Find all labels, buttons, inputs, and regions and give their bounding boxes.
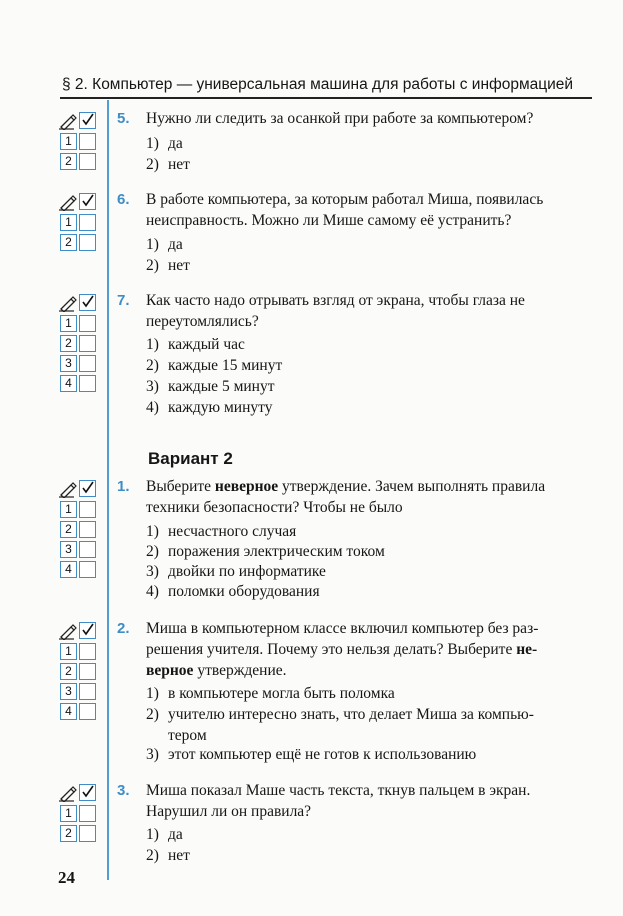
- emphasis-word: верное: [146, 662, 194, 679]
- option-text-continued: тером: [168, 727, 207, 744]
- page-header: § 2. Компьютер — универсальная машина для работы с информацией: [62, 76, 574, 93]
- option-text: двойки по информатике: [168, 563, 326, 580]
- answer-box-1[interactable]: 1: [60, 643, 77, 660]
- option-text: да: [168, 826, 183, 843]
- question-text-line: техники безопасности? Чтобы не было: [146, 499, 403, 516]
- option-number: 3): [146, 746, 159, 763]
- pencil-icon: [58, 784, 78, 802]
- text-fragment: утверждение.: [193, 662, 287, 679]
- check-box[interactable]: [79, 294, 96, 311]
- answer-option: [146, 561, 591, 582]
- answer-option: [146, 376, 591, 397]
- option-number: 2): [146, 357, 159, 374]
- option-number: 3): [146, 378, 159, 395]
- answer-option: [146, 154, 591, 175]
- answer-option: [146, 255, 591, 276]
- answer-input-box[interactable]: [79, 234, 96, 251]
- answer-option: [146, 744, 591, 765]
- answer-option: [146, 541, 591, 562]
- answer-box-4[interactable]: 4: [60, 375, 77, 392]
- check-box[interactable]: [79, 480, 96, 497]
- answer-box-2[interactable]: 2: [60, 521, 77, 538]
- option-number: 2): [146, 706, 159, 723]
- answer-box-2[interactable]: 2: [60, 335, 77, 352]
- pencil-icon: [58, 480, 78, 498]
- question-text-line: Миша показал Маше часть текста, ткнув пальцем в экран.: [146, 782, 531, 799]
- answer-input-box[interactable]: [79, 561, 96, 578]
- emphasis-word: не-: [516, 641, 538, 658]
- question-text-line: [146, 476, 591, 497]
- option-text: поражения электрическим током: [168, 543, 385, 560]
- checkmark-icon: [81, 623, 95, 637]
- answer-input-box[interactable]: [79, 541, 96, 558]
- pencil-icon: [58, 294, 78, 312]
- question-number: 3.: [117, 782, 130, 799]
- variant-heading: Вариант 2: [148, 449, 233, 468]
- question-number: 1.: [117, 478, 130, 495]
- checkmark-icon: [81, 481, 95, 495]
- option-number: 1): [146, 336, 159, 353]
- question-text-line: [146, 639, 591, 660]
- checkmark-icon: [81, 295, 95, 309]
- answer-input-box[interactable]: [79, 663, 96, 680]
- answer-box-1[interactable]: 1: [60, 315, 77, 332]
- option-text: учителю интересно знать, что делает Миша за компью-: [168, 706, 534, 723]
- answer-box-1[interactable]: 1: [60, 214, 77, 231]
- question-number: 2.: [117, 620, 130, 637]
- question-text-line: переутомлялись?: [146, 313, 259, 330]
- option-text: да: [168, 135, 183, 152]
- answer-input-box[interactable]: [79, 805, 96, 822]
- option-text: каждый час: [168, 336, 245, 353]
- answer-option: [146, 581, 591, 602]
- answer-input-box[interactable]: [79, 335, 96, 352]
- option-text: каждую минуту: [168, 399, 273, 416]
- pencil-icon: [58, 622, 78, 640]
- answer-option: [146, 234, 591, 255]
- checkmark-icon: [81, 194, 95, 208]
- answer-option: [146, 334, 591, 355]
- question-text-line: В работе компьютера, за которым работал Миша, появилась: [146, 191, 544, 208]
- check-box[interactable]: [79, 193, 96, 210]
- answer-input-box[interactable]: [79, 355, 96, 372]
- option-number: 1): [146, 135, 159, 152]
- answer-input-box[interactable]: [79, 315, 96, 332]
- answer-input-box[interactable]: [79, 214, 96, 231]
- option-text: каждые 15 минут: [168, 357, 283, 374]
- answer-input-box[interactable]: [79, 521, 96, 538]
- option-text: этот компьютер ещё не готов к использованию: [168, 746, 477, 763]
- answer-box-1[interactable]: 1: [60, 805, 77, 822]
- answer-box-4[interactable]: 4: [60, 561, 77, 578]
- option-text: несчастного случая: [168, 523, 297, 540]
- check-box[interactable]: [79, 784, 96, 801]
- answer-option: [146, 521, 591, 542]
- answer-option: [146, 824, 591, 845]
- pencil-icon: [58, 193, 78, 211]
- option-number: 2): [146, 543, 159, 560]
- margin-divider: [107, 100, 109, 880]
- answer-box-3[interactable]: 3: [60, 355, 77, 372]
- question-text: Нужно ли следить за осанкой при работе за компьютером?: [146, 110, 534, 127]
- text-fragment: утверждение. Зачем выполнять правила: [278, 478, 546, 495]
- answer-box-2[interactable]: 2: [60, 825, 77, 842]
- option-number: 1): [146, 236, 159, 253]
- option-number: 1): [146, 523, 159, 540]
- answer-box-4[interactable]: 4: [60, 703, 77, 720]
- header-rule: [60, 97, 592, 99]
- checkmark-icon: [81, 113, 95, 127]
- question-text-line: Нарушил ли он правила?: [146, 803, 312, 820]
- answer-box-2[interactable]: 2: [60, 153, 77, 170]
- check-box[interactable]: [79, 112, 96, 129]
- answer-input-box[interactable]: [79, 133, 96, 150]
- option-number: 4): [146, 399, 159, 416]
- option-text: да: [168, 236, 183, 253]
- option-text: нет: [168, 257, 190, 274]
- question-text-line: Миша в компьютерном классе включил компьютер без раз-: [146, 620, 539, 637]
- answer-input-box[interactable]: [79, 643, 96, 660]
- answer-input-box[interactable]: [79, 501, 96, 518]
- answer-option: [146, 704, 591, 746]
- question-text-line: [146, 660, 591, 681]
- pencil-icon: [58, 112, 78, 130]
- option-number: 1): [146, 685, 159, 702]
- answer-input-box[interactable]: [79, 825, 96, 842]
- question-text-line: неисправность. Можно ли Мише самому её устранить?: [146, 212, 512, 229]
- option-number: 3): [146, 563, 159, 580]
- answer-input-box[interactable]: [79, 703, 96, 720]
- question-number: 5.: [117, 110, 130, 127]
- checkmark-icon: [81, 785, 95, 799]
- question-number: 6.: [117, 191, 130, 208]
- answer-input-box[interactable]: [79, 375, 96, 392]
- answer-box-3[interactable]: 3: [60, 683, 77, 700]
- option-number: 4): [146, 583, 159, 600]
- option-number: 2): [146, 847, 159, 864]
- option-number: 1): [146, 826, 159, 843]
- option-text: нет: [168, 156, 190, 173]
- option-number: 2): [146, 257, 159, 274]
- question-number: 7.: [117, 292, 130, 309]
- option-text: в компьютере могла быть поломка: [168, 685, 395, 702]
- answer-box-2[interactable]: 2: [60, 234, 77, 251]
- answer-box-2[interactable]: 2: [60, 663, 77, 680]
- answer-option: [146, 133, 591, 154]
- check-box[interactable]: [79, 622, 96, 639]
- option-text: нет: [168, 847, 190, 864]
- text-fragment: Выберите: [146, 478, 215, 495]
- answer-option: [146, 355, 591, 376]
- answer-option: [146, 397, 591, 418]
- answer-box-3[interactable]: 3: [60, 541, 77, 558]
- text-fragment: решения учителя. Почему это нельзя делать? Выберите: [146, 641, 517, 658]
- answer-input-box[interactable]: [79, 683, 96, 700]
- page-number: 24: [58, 868, 75, 887]
- option-text: поломки оборудования: [168, 583, 320, 600]
- question-text-line: Как часто надо отрывать взгляд от экрана, чтобы глаза не: [146, 292, 525, 309]
- answer-option: [146, 683, 591, 704]
- option-number: 2): [146, 156, 159, 173]
- answer-box-1[interactable]: 1: [60, 133, 77, 150]
- answer-option: [146, 845, 591, 866]
- option-text: каждые 5 минут: [168, 378, 275, 395]
- answer-box-1[interactable]: 1: [60, 501, 77, 518]
- answer-input-box[interactable]: [79, 153, 96, 170]
- emphasis-word: неверное: [214, 478, 279, 495]
